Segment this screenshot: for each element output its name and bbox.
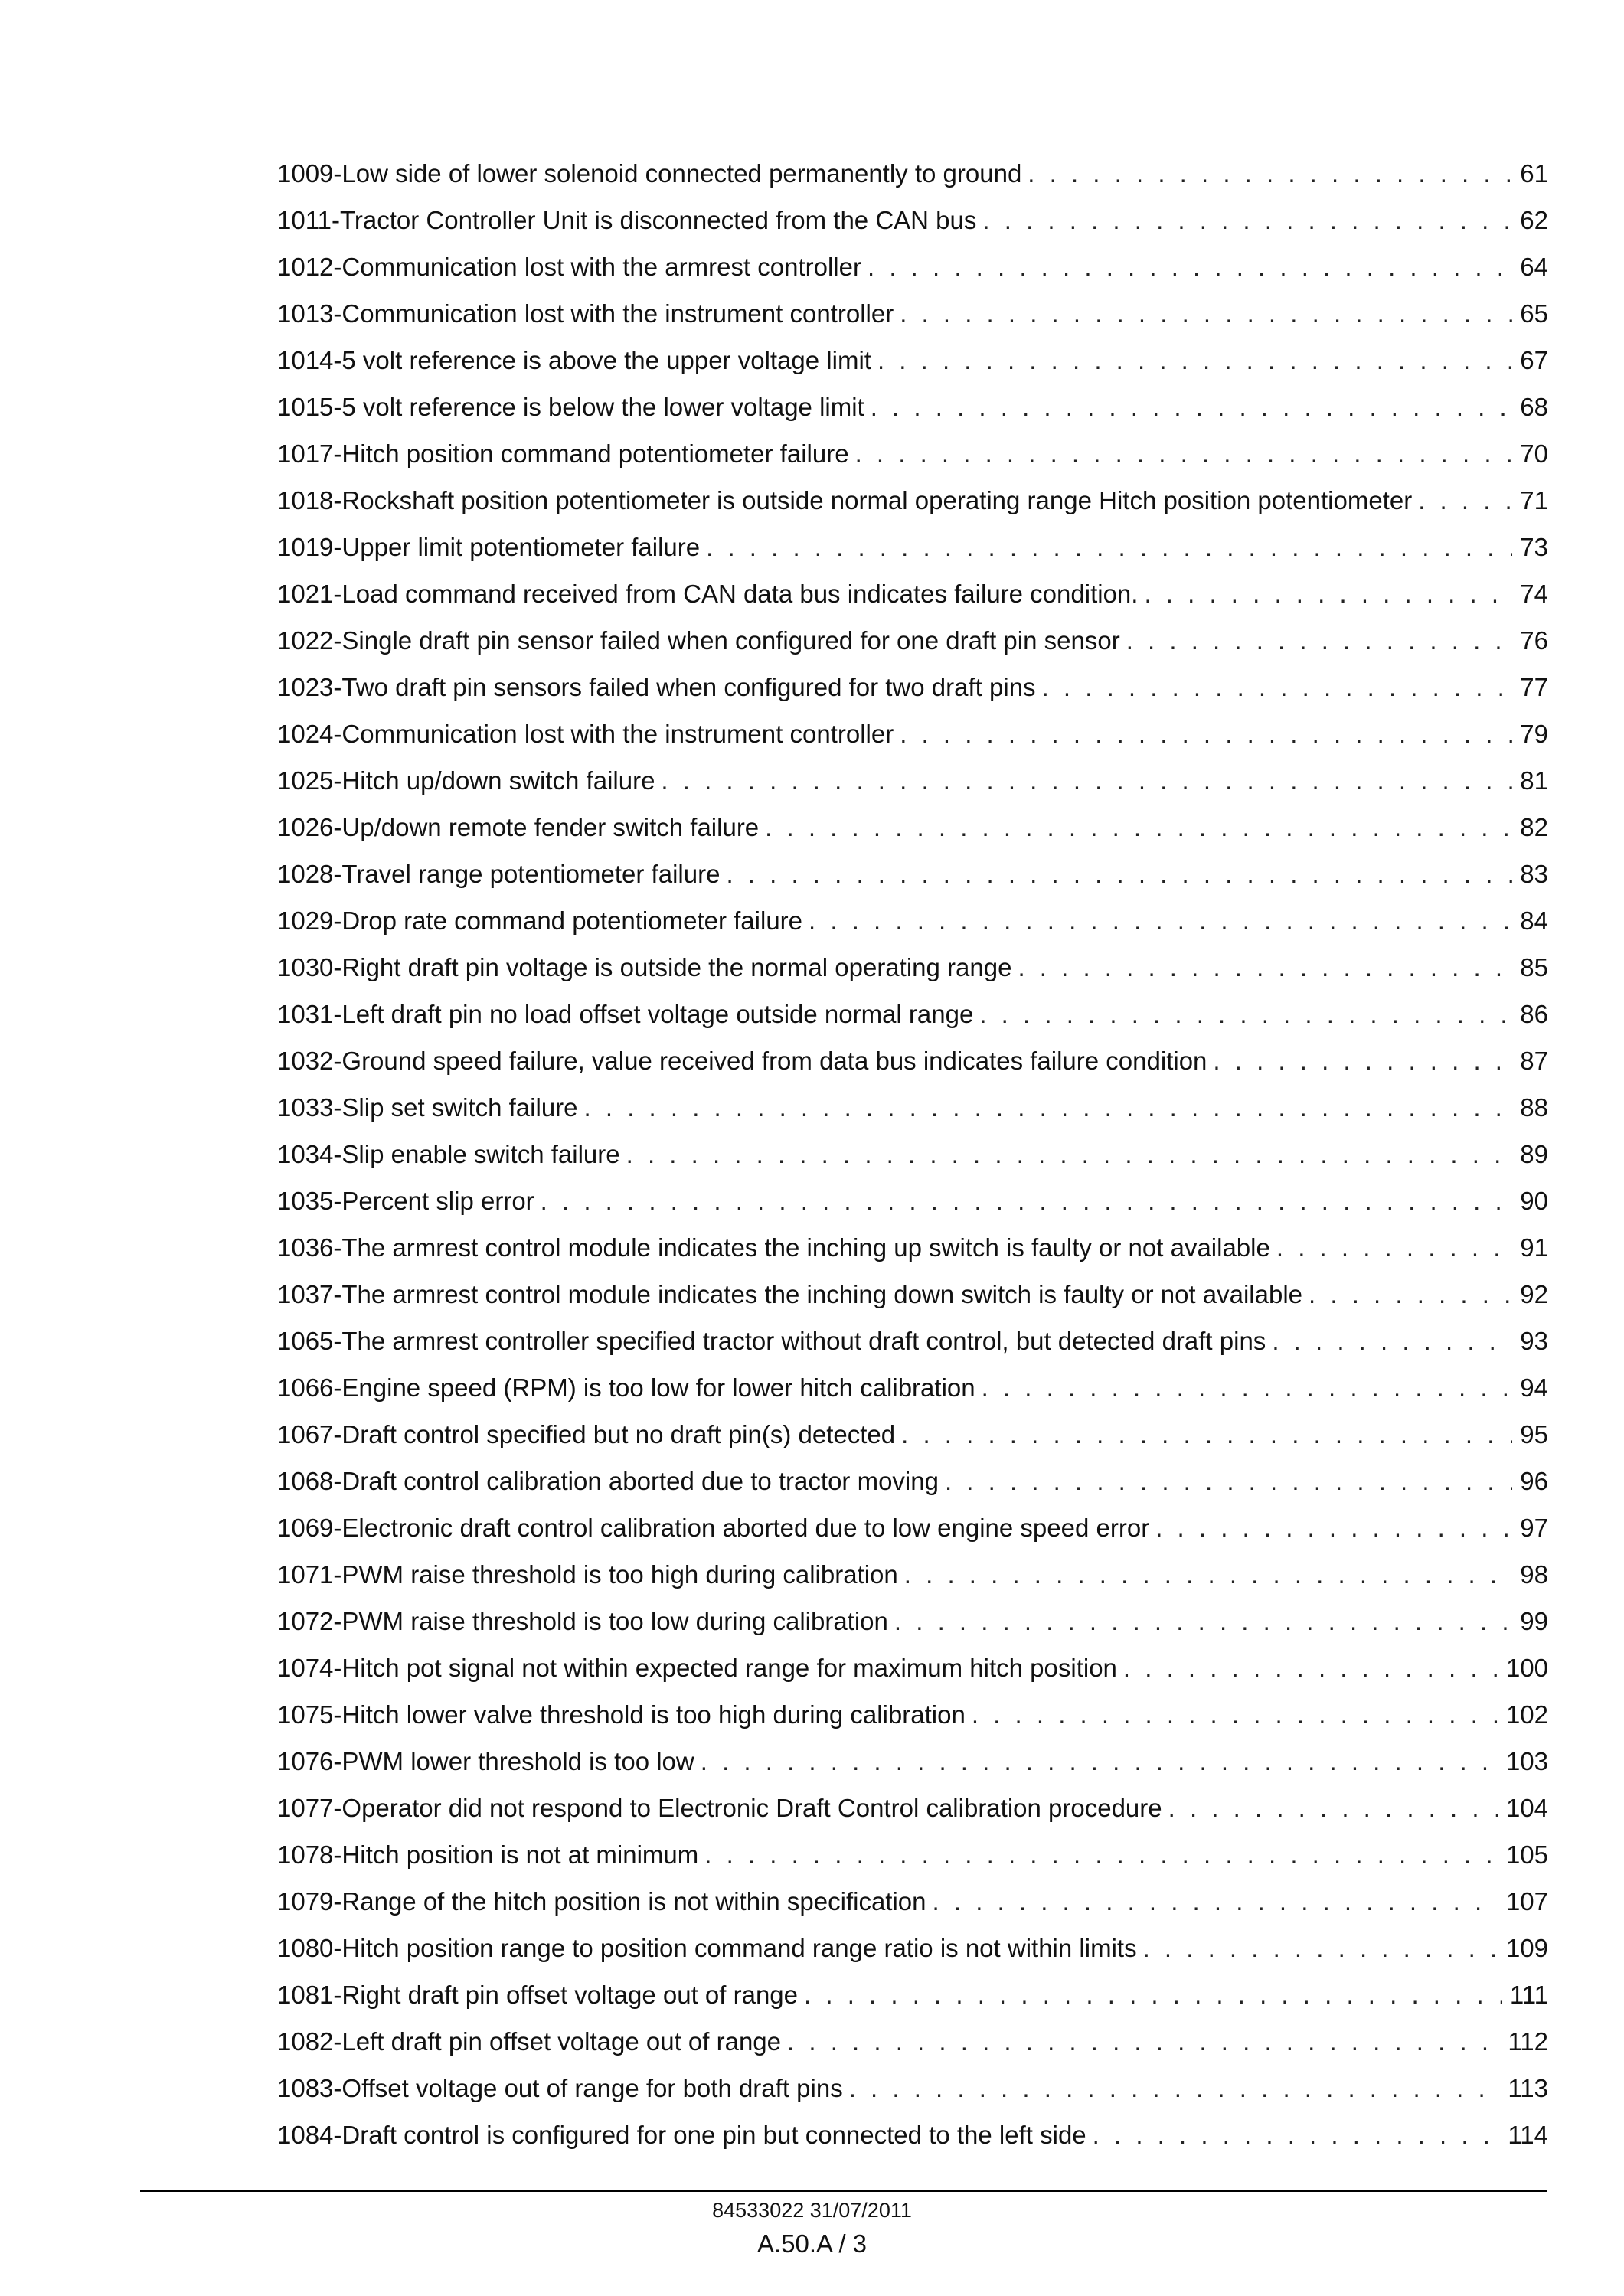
dot-leader	[1018, 944, 1512, 991]
toc-entry-page-number: 85	[1520, 953, 1548, 981]
toc-entry[interactable]	[277, 1831, 1548, 1878]
toc-entry[interactable]	[277, 991, 1548, 1037]
toc-entry-title: 1072-PWM raise threshold is too low during calibration	[277, 1607, 888, 1635]
toc-entry[interactable]	[277, 1925, 1548, 1971]
toc-entry-page-number: 86	[1520, 1000, 1548, 1028]
toc-entry[interactable]	[277, 897, 1548, 944]
dot-leader	[901, 1411, 1512, 1458]
toc-entry[interactable]	[277, 1411, 1548, 1458]
dot-leader	[1168, 1785, 1498, 1831]
dot-leader	[1093, 2111, 1501, 2158]
toc-entry-title: 1078-Hitch position is not at minimum	[277, 1840, 699, 1869]
toc-entry-page-number: 90	[1520, 1187, 1548, 1215]
toc-entry-page-number: 113	[1508, 2074, 1548, 2102]
dot-leader	[1213, 1037, 1512, 1084]
dot-leader	[849, 2065, 1501, 2111]
dot-leader	[706, 524, 1512, 570]
toc-entry-page-number: 105	[1505, 1840, 1548, 1869]
toc-entry-page-number: 62	[1520, 206, 1548, 234]
dot-leader	[765, 804, 1512, 851]
toc-entry-page-number: 112	[1508, 2027, 1548, 2056]
dot-leader	[972, 1691, 1498, 1738]
toc-entry-title: 1068-Draft control calibration aborted due to tractor moving	[277, 1467, 939, 1495]
toc-entry[interactable]	[277, 150, 1548, 197]
toc-entry-title: 1019-Upper limit potentiometer failure	[277, 533, 701, 561]
toc-entry[interactable]	[277, 1364, 1548, 1411]
toc-entry-title: 1084-Draft control is configured for one pin but connected to the left side	[277, 2121, 1086, 2149]
toc-entry-title: 1071-PWM raise threshold is too high during calibration	[277, 1560, 898, 1589]
toc-entry-title: 1076-PWM lower threshold is too low	[277, 1747, 694, 1775]
dot-leader	[979, 991, 1512, 1037]
toc-entry-title: 1037-The armrest control module indicates the inching down switch is faulty or not available	[277, 1280, 1303, 1308]
toc-entry-page-number: 70	[1520, 439, 1548, 468]
toc-entry-title: 1069-Electronic draft control calibration aborted due to low engine speed error	[277, 1514, 1150, 1542]
toc-entry-page-number: 68	[1520, 393, 1548, 421]
toc-entry[interactable]	[277, 1271, 1548, 1318]
toc-entry[interactable]	[277, 1224, 1548, 1271]
toc-entry-title: 1012-Communication lost with the armrest controller	[277, 253, 861, 281]
dot-leader	[868, 243, 1512, 290]
dot-leader	[541, 1177, 1513, 1224]
toc-entry-page-number: 89	[1520, 1140, 1548, 1168]
toc-entry-title: 1009-Low side of lower solenoid connected permanently to ground	[277, 159, 1022, 188]
toc-entry[interactable]	[277, 1691, 1548, 1738]
toc-entry[interactable]	[277, 1878, 1548, 1925]
dot-leader	[701, 1738, 1498, 1785]
toc-entry[interactable]	[277, 290, 1548, 337]
dot-leader	[726, 851, 1512, 897]
dot-leader	[982, 1364, 1513, 1411]
dot-leader	[1028, 150, 1512, 197]
toc-entry-page-number: 71	[1520, 486, 1548, 514]
toc-entry[interactable]	[277, 2111, 1548, 2158]
toc-entry[interactable]	[277, 617, 1548, 664]
toc-entry-page-number: 92	[1520, 1280, 1548, 1308]
toc-entry[interactable]	[277, 337, 1548, 384]
toc-entry-title: 1031-Left draft pin no load offset voltage outside normal range	[277, 1000, 974, 1028]
toc-entry[interactable]	[277, 944, 1548, 991]
toc-entry-page-number: 74	[1520, 580, 1548, 608]
toc-entry[interactable]	[277, 477, 1548, 524]
toc-entry-title: 1026-Up/down remote fender switch failure	[277, 813, 760, 841]
toc-entry-page-number: 114	[1508, 2121, 1548, 2149]
toc-entry-title: 1018-Rockshaft position potentiometer is outside normal operating range Hitch position potentiometer	[277, 486, 1413, 514]
toc-entry-title: 1013-Communication lost with the instrument controller	[277, 299, 894, 328]
toc-entry-title: 1036-The armrest control module indicates the inching up switch is faulty or not available	[277, 1233, 1270, 1262]
toc-entry-page-number: 82	[1520, 813, 1548, 841]
toc-entry[interactable]	[277, 1971, 1548, 2018]
toc-entry[interactable]	[277, 1037, 1548, 1084]
toc-entry[interactable]	[277, 1785, 1548, 1831]
dot-leader	[871, 384, 1513, 430]
dot-leader	[855, 430, 1513, 477]
toc-entry[interactable]	[277, 570, 1548, 617]
dot-leader	[904, 1551, 1513, 1598]
dot-leader	[1272, 1318, 1512, 1364]
toc-entry-page-number: 83	[1520, 860, 1548, 888]
dot-leader	[809, 897, 1512, 944]
toc-entry-page-number: 81	[1520, 766, 1548, 795]
toc-entry[interactable]	[277, 1177, 1548, 1224]
toc-entry[interactable]	[277, 2018, 1548, 2065]
toc-entry-title: 1017-Hitch position command potentiometer failure	[277, 439, 849, 468]
toc-entry-title: 1024-Communication lost with the instrument controller	[277, 720, 894, 748]
toc-entry-page-number: 88	[1520, 1093, 1548, 1122]
dot-leader	[1042, 664, 1513, 710]
toc-entry-title: 1065-The armrest controller specified tractor without draft control, but detected draft pins	[277, 1327, 1266, 1355]
toc-entry-page-number: 111	[1509, 1981, 1548, 2009]
toc-entry-title: 1077-Operator did not respond to Electronic Draft Control calibration procedure	[277, 1794, 1162, 1822]
toc-entry[interactable]	[277, 710, 1548, 757]
toc-entry-page-number: 76	[1520, 626, 1548, 655]
dot-leader	[1155, 1504, 1512, 1551]
toc-entry-title: 1035-Percent slip error	[277, 1187, 534, 1215]
toc-entry-page-number: 96	[1520, 1467, 1548, 1495]
dot-leader	[1123, 1644, 1498, 1691]
dot-leader	[982, 197, 1512, 243]
table-of-contents	[277, 150, 1548, 2158]
dot-leader	[1126, 617, 1513, 664]
dot-leader	[1418, 477, 1512, 524]
toc-entry-title: 1015-5 volt reference is below the lower voltage limit	[277, 393, 864, 421]
dot-leader	[1309, 1271, 1512, 1318]
toc-entry-page-number: 65	[1520, 299, 1548, 328]
dot-leader	[1144, 570, 1512, 617]
toc-entry[interactable]	[277, 804, 1548, 851]
dot-leader	[804, 1971, 1502, 2018]
toc-entry-title: 1082-Left draft pin offset voltage out of range	[277, 2027, 782, 2056]
toc-entry-title: 1066-Engine speed (RPM) is too low for lower hitch calibration	[277, 1373, 975, 1402]
toc-entry-title: 1032-Ground speed failure, value received from data bus indicates failure condition	[277, 1047, 1207, 1075]
toc-entry-title: 1033-Slip set switch failure	[277, 1093, 578, 1122]
toc-entry-title: 1028-Travel range potentiometer failure	[277, 860, 721, 888]
toc-entry-page-number: 97	[1520, 1514, 1548, 1542]
toc-entry-title: 1029-Drop rate command potentiometer failure	[277, 906, 803, 935]
toc-entry-title: 1079-Range of the hitch position is not within specification	[277, 1887, 926, 1916]
dot-leader	[1276, 1224, 1512, 1271]
toc-entry[interactable]	[277, 243, 1548, 290]
toc-entry-title: 1030-Right draft pin voltage is outside the normal operating range	[277, 953, 1012, 981]
toc-entry-page-number: 61	[1520, 159, 1548, 188]
toc-entry[interactable]	[277, 757, 1548, 804]
toc-entry[interactable]	[277, 1738, 1548, 1785]
toc-entry-title: 1011-Tractor Controller Unit is disconnected from the CAN bus	[277, 206, 977, 234]
toc-entry[interactable]	[277, 1084, 1548, 1131]
toc-entry[interactable]	[277, 1504, 1548, 1551]
toc-entry-page-number: 99	[1520, 1607, 1548, 1635]
footer-divider	[140, 2190, 1547, 2192]
dot-leader	[945, 1458, 1512, 1504]
toc-entry[interactable]	[277, 2065, 1548, 2111]
toc-entry-title: 1074-Hitch pot signal not within expected range for maximum hitch position	[277, 1654, 1117, 1682]
toc-entry-page-number: 84	[1520, 906, 1548, 935]
toc-entry-page-number: 109	[1505, 1934, 1548, 1962]
toc-entry-page-number: 79	[1520, 720, 1548, 748]
dot-leader	[933, 1878, 1498, 1925]
toc-entry[interactable]	[277, 1458, 1548, 1504]
dot-leader	[626, 1131, 1513, 1177]
footer-document-id: 84533022 31/07/2011	[712, 2199, 912, 2222]
toc-entry[interactable]	[277, 1644, 1548, 1691]
dot-leader	[900, 710, 1512, 757]
toc-entry[interactable]	[277, 430, 1548, 477]
toc-entry-title: 1083-Offset voltage out of range for both draft pins	[277, 2074, 843, 2102]
toc-entry-page-number: 77	[1520, 673, 1548, 701]
toc-entry[interactable]	[277, 1318, 1548, 1364]
toc-entry-page-number: 93	[1520, 1327, 1548, 1355]
toc-entry[interactable]	[277, 851, 1548, 897]
toc-entry[interactable]	[277, 664, 1548, 710]
toc-entry[interactable]	[277, 524, 1548, 570]
toc-entry-page-number: 98	[1520, 1560, 1548, 1589]
toc-entry[interactable]	[277, 1131, 1548, 1177]
dot-leader	[704, 1831, 1498, 1878]
toc-entry-page-number: 87	[1520, 1047, 1548, 1075]
dot-leader	[894, 1598, 1512, 1644]
toc-entry-title: 1014-5 volt reference is above the upper voltage limit	[277, 346, 871, 374]
toc-entry-title: 1025-Hitch up/down switch failure	[277, 766, 655, 795]
toc-entry[interactable]	[277, 384, 1548, 430]
footer-page-reference: A.50.A / 3	[756, 2229, 868, 2258]
dot-leader	[787, 2018, 1500, 2065]
toc-entry-title: 1080-Hitch position range to position command range ratio is not within limits	[277, 1934, 1137, 1962]
toc-entry-title: 1081-Right draft pin offset voltage out of range	[277, 1981, 799, 2009]
toc-entry-page-number: 100	[1505, 1654, 1548, 1682]
dot-leader	[900, 290, 1512, 337]
toc-entry-title: 1067-Draft control specified but no draft pin(s) detected	[277, 1420, 896, 1448]
toc-entry-title: 1075-Hitch lower valve threshold is too high during calibration	[277, 1700, 966, 1729]
toc-entry-title: 1034-Slip enable switch failure	[277, 1140, 620, 1168]
toc-entry-page-number: 67	[1520, 346, 1548, 374]
dot-leader	[1143, 1925, 1498, 1971]
toc-entry-page-number: 64	[1520, 253, 1548, 281]
dot-leader	[661, 757, 1512, 804]
toc-entry-page-number: 73	[1520, 533, 1548, 561]
toc-entry-page-number: 107	[1505, 1887, 1548, 1916]
toc-entry[interactable]	[277, 197, 1548, 243]
dot-leader	[584, 1084, 1513, 1131]
toc-entry-page-number: 104	[1505, 1794, 1548, 1822]
toc-entry-page-number: 102	[1505, 1700, 1548, 1729]
dot-leader	[877, 337, 1512, 384]
toc-entry-title: 1021-Load command received from CAN data bus indicates failure condition.	[277, 580, 1139, 608]
toc-entry[interactable]	[277, 1598, 1548, 1644]
toc-entry-page-number: 91	[1520, 1233, 1548, 1262]
toc-entry-title: 1022-Single draft pin sensor failed when configured for one draft pin sensor	[277, 626, 1120, 655]
toc-entry-page-number: 94	[1520, 1373, 1548, 1402]
toc-entry-title: 1023-Two draft pin sensors failed when configured for two draft pins	[277, 673, 1036, 701]
toc-entry-page-number: 103	[1505, 1747, 1548, 1775]
toc-entry-page-number: 95	[1520, 1420, 1548, 1448]
toc-entry[interactable]	[277, 1551, 1548, 1598]
